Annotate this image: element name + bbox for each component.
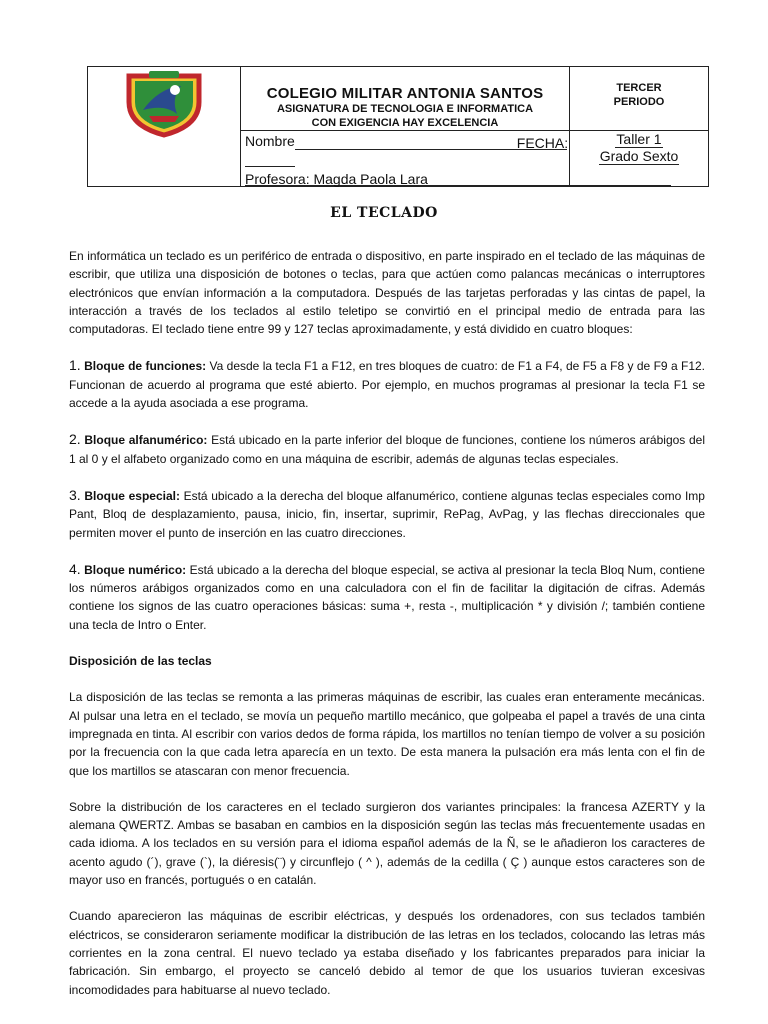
- block-item-alphanumeric: [69, 430, 705, 468]
- date-blank: [245, 152, 295, 167]
- period-line-2: PERIODO: [613, 96, 665, 108]
- teacher-underline: [245, 171, 671, 186]
- school-title-cell: [241, 67, 570, 131]
- block-item-functions: [69, 356, 705, 412]
- date-label-wrap: [517, 135, 567, 150]
- header-table: [87, 66, 709, 187]
- teacher-label: Profesora: Magda Paola Lara: [245, 171, 428, 187]
- block-text: Está ubicado a la derecha del bloque alfanumérico, contiene algunas teclas especiales como Imp Pant, Bloq de desplazamiento, pausa, inicio, fin, insertar, suprimir, RePag, AvPag, y las flechas direccionales que permiten mover el punto de inserción en las cuatro direcciones.: [69, 488, 705, 540]
- teacher-line: [241, 167, 569, 186]
- paragraph-variants: Sobre la distribución de los caracteres en el teclado surgieron dos variantes principales: la francesa AZERTY y la alemana QWERTZ. Ambas se basaban en cambios en la disposición según las teclas más frecuentemente usadas en cada idioma. A los teclados en su versión para el idioma español además de la Ñ, se le añadieron los caracteres de acento agudo (´), grave (`), la diéresis(¨) y circunflejo ( ^ ), además de la cedilla ( Ç ) aunque estos caracteres son de mayor uso en francés, portugués o en catalán.: [69, 799, 705, 888]
- subject-line: ASIGNATURA DE TECNOLOGIA E INFORMATICA: [276, 103, 534, 115]
- section-heading: Disposición de las teclas: [69, 654, 212, 669]
- name-label: Nombre: [245, 133, 295, 149]
- paragraph-electric: Cuando aparecieron las máquinas de escribir eléctricas, y después los ordenadores, con sus teclados también eléctricos, se consideraron seriamente modificar la distribución de las letras en los teclados, colocando las letras más corrientes en la zona central. El nuevo teclado ya estaba diseñado y los fabricantes preparados para iniciar la fabricación. Sin embargo, el proyecto se canceló debido al temor de que los usuarios tuvieran excesivas incomodidades para habituarse al nuevo teclado.: [69, 909, 705, 997]
- block-number: 4.: [69, 560, 81, 577]
- grade-label: Grado Sexto: [599, 148, 679, 164]
- period-line-1: TERCER: [616, 82, 662, 94]
- intro-paragraph: En informática un teclado es un periférico de entrada o dispositivo, en parte inspirado en el teclado de las máquinas de escribir, que utiliza una disposición de botones o teclas, para que actúen como palancas mecánicas o interruptores electrónicos que envían información a la computadora. Después de las tarjetas perforadas y las cintas de papel, la interacción a través de los teclados al estilo teletipo se convirtió en el principal medio de entrada para las computadoras. El teclado tiene entre 99 y 127 teclas aproximadamente, y está dividido en cuatro bloques:: [69, 249, 705, 337]
- block-item-numeric: [69, 560, 705, 634]
- name-blank: [295, 135, 517, 150]
- period-cell: [570, 67, 709, 131]
- block-text: Va desde la tecla F1 a F12, en tres bloques de cuatro: de F1 a F4, de F5 a F8 y de F9 a F12. Funcionan de acuerdo al programa que esté abierto. Por ejemplo, en muchos programas al presionar la tecla F1 se accede a la ayuda asociada a ese programa.: [69, 359, 705, 411]
- paragraph-history: La disposición de las teclas se remonta a las primeras máquinas de escribir, las cuales eran enteramente mecánicas. Al pulsar una letra en el teclado, se movía un pequeño martillo mecánico, que golpeaba el papel a través de una cinta impregnada en tinta. Al escribir con varios dedos de forma rápida, los martillos no tenían tiempo de volver a su posición por la frecuencia con la que cada letra aparecía en un texto. De esta manera la pulsación era más lenta con el fin de que los martillos se atascaran con menor frecuencia.: [69, 690, 705, 778]
- block-item-special: [69, 486, 705, 542]
- logo-cell: [88, 67, 241, 187]
- block-number: 1.: [69, 357, 81, 374]
- date-label: FECHA:: [516, 135, 569, 151]
- block-number: 2.: [69, 431, 81, 448]
- document-title: EL TECLADO: [330, 205, 438, 221]
- block-text: Está ubicado en la parte inferior del bloque de funciones, contiene los números arábigos del 1 al 0 y el alfabeto organizado como en una máquina de escribir, además de algunas teclas especiales.: [69, 433, 705, 466]
- block-text: Está ubicado a la derecha del bloque especial, se activa al presionar la tecla Bloq Num, contiene los números arábigos organizados como en una calculadora con el fin de facilitar la digitación de cifras. Además contiene los signos de las cuatro operaciones básicas: suma +, resta -, multiplicación * y división /; también contiene una tecla de Intro o Enter.: [69, 562, 705, 632]
- school-motto: CON EXIGENCIA HAY EXCELENCIA: [311, 117, 499, 129]
- name-line: [241, 131, 569, 167]
- school-emblem-icon: [119, 68, 209, 138]
- block-name: Bloque de funciones:: [84, 359, 207, 374]
- block-name: Bloque alfanumérico:: [84, 433, 208, 448]
- workshop-label: Taller 1: [616, 131, 662, 147]
- school-name: COLEGIO MILITAR ANTONIA SANTOS: [266, 85, 544, 102]
- block-name: Bloque especial:: [84, 488, 180, 503]
- student-info-cell: [241, 131, 570, 187]
- block-number: 3.: [69, 486, 81, 503]
- document-body: [69, 247, 705, 1017]
- block-name: Bloque numérico:: [84, 562, 187, 577]
